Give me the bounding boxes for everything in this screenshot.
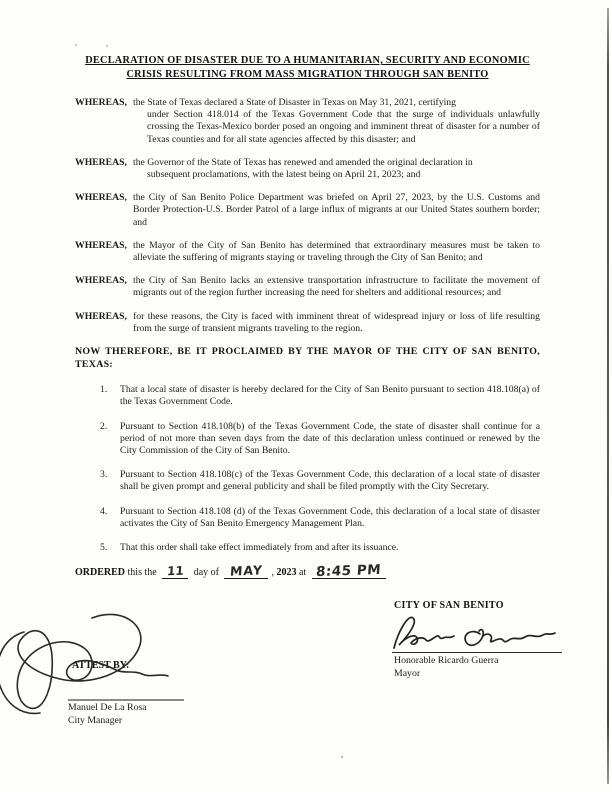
document-title-line-2: CRISIS RESULTING FROM MASS MIGRATION THROUGH SAN BENITO	[126, 69, 489, 80]
scan-speck	[106, 45, 108, 47]
whereas-label: WHEREAS,	[75, 310, 127, 322]
ordinance-item-1	[75, 384, 540, 408]
mayor-title: Mayor	[394, 667, 421, 679]
ordered-text: day of	[193, 567, 219, 579]
whereas-label: WHEREAS,	[75, 239, 127, 251]
ordered-at: at	[298, 567, 307, 579]
attest-title: City Manager	[68, 714, 123, 726]
ordered-date-line	[75, 562, 540, 581]
item-text: That this order shall take effect immediately from and after its issuance.	[120, 542, 399, 554]
whereas-clause-6	[75, 311, 540, 335]
ordered-year: 2023	[276, 567, 297, 579]
item-text: Pursuant to Section 418.108(c) of the Texas Government Code, this declaration of a local state of disaster shall be given prompt and general publicity and shall be filed promptly with the City Secretary.	[120, 469, 540, 493]
ordered-text: this the	[127, 567, 157, 579]
whereas-text	[133, 192, 540, 229]
ordinance-item-3	[75, 469, 540, 493]
item-number: 2.	[100, 420, 108, 432]
mayor-signature-line	[392, 652, 562, 653]
item-number: 5.	[100, 542, 108, 554]
scan-speck	[75, 44, 77, 46]
whereas-clause-4	[75, 240, 540, 264]
ordinance-item-2	[75, 421, 540, 458]
whereas-text-body: under Section 418.014 of the Texas Government Code that the surge of individuals unlawfully crossing the Texas-Mexico border posed an ongoing and imminent threat of disaster for a number of Texas counties and for all state agencies affected by this disaster; and	[147, 109, 540, 145]
whereas-text-body: the Mayor of the City of San Benito has determined that extraordinary measures must be taken to alleviate the suffering of migrants staying or traveling through the City of San Benito; and	[133, 239, 540, 264]
item-number: 3.	[100, 469, 108, 481]
ordered-word: ORDERED	[75, 567, 126, 579]
whereas-text-lead: the State of Texas declared a State of Disaster in Texas on May 31, 2021, certifying	[133, 97, 456, 108]
document-title	[75, 54, 540, 82]
mayor-name-block	[394, 655, 498, 680]
whereas-label: WHEREAS,	[75, 156, 127, 168]
whereas-clause-1	[75, 97, 540, 146]
handwritten-month: MAY	[224, 566, 268, 579]
whereas-text-body: for these reasons, the City is faced with imminent threat of widespread injury or loss of life resulting from the surge of transient migrants traveling to the region.	[133, 310, 540, 334]
whereas-label: WHEREAS,	[75, 275, 127, 287]
scan-speck	[341, 756, 343, 758]
whereas-text	[133, 97, 540, 146]
ordinance-item-4	[75, 506, 540, 530]
handwritten-time: 8:45 PM	[312, 566, 386, 579]
attest-by-label: ATTEST BY:	[72, 660, 130, 671]
attest-name: Manuel De La Rosa	[68, 702, 147, 713]
item-text: Pursuant to Section 418.108 (d) of the Texas Government Code, this declaration of a local state of disaster activates the City of San Benito Emergency Management Plan.	[120, 505, 540, 529]
document-title-line-1: DECLARATION OF DISASTER DUE TO A HUMANITARIAN, SECURITY AND ECONOMIC	[85, 55, 530, 66]
item-number: 1.	[100, 384, 108, 396]
whereas-text-body: the City of San Benito lacks an extensive transportation infrastructure to facilitate the movement of migrants out of the region further increasing the need for shelters and additional resources; and	[133, 275, 540, 299]
proclamation-heading: NOW THEREFORE, BE IT PROCLAIMED BY THE MAYOR OF THE CITY OF SAN BENITO, TEXAS:	[75, 346, 540, 370]
whereas-text-body: subsequent proclamations, with the latest being on April 21, 2023; and	[147, 169, 421, 181]
city-of-san-benito-label: CITY OF SAN BENITO	[394, 600, 504, 611]
handwritten-day: 11	[162, 566, 188, 579]
whereas-clause-3	[75, 192, 540, 229]
whereas-clause-5	[75, 275, 540, 299]
whereas-text	[133, 275, 540, 299]
whereas-label: WHEREAS,	[75, 97, 127, 108]
whereas-text-body: the City of San Benito Police Department was briefed on April 27, 2023, by the U.S. Customs and Border Protection-U.S. Border Patrol of a large influx of migrants at our United States southern border; and	[133, 192, 540, 228]
ordered-comma: ,	[271, 567, 274, 579]
whereas-text	[133, 240, 540, 264]
whereas-text-lead: the Governor of the State of Texas has renewed and amended the original declaration in	[133, 156, 473, 168]
whereas-clause-2	[75, 157, 540, 181]
attest-name-block	[68, 702, 147, 727]
ordinance-item-5	[75, 542, 540, 554]
item-text: Pursuant to Section 418.108(b) of the Texas Government Code, the state of disaster shall continue for a period of not more than seven days from the date of this declaration unless continued or renewed by the City Commission of the City of San Benito.	[120, 420, 540, 457]
mayor-name: Honorable Ricardo Guerra	[394, 655, 499, 666]
document-body	[75, 54, 540, 579]
whereas-text	[133, 157, 540, 181]
item-number: 4.	[100, 505, 108, 517]
whereas-label: WHEREAS,	[75, 192, 127, 204]
mayor-signature	[384, 608, 566, 656]
item-text: That a local state of disaster is hereby declared for the City of San Benito pursuant to section 418.108(a) of the Texas Government Code.	[120, 384, 540, 408]
whereas-text	[133, 311, 540, 335]
attest-signature-line	[68, 699, 184, 701]
scan-artifact-vertical-line	[607, 8, 609, 784]
